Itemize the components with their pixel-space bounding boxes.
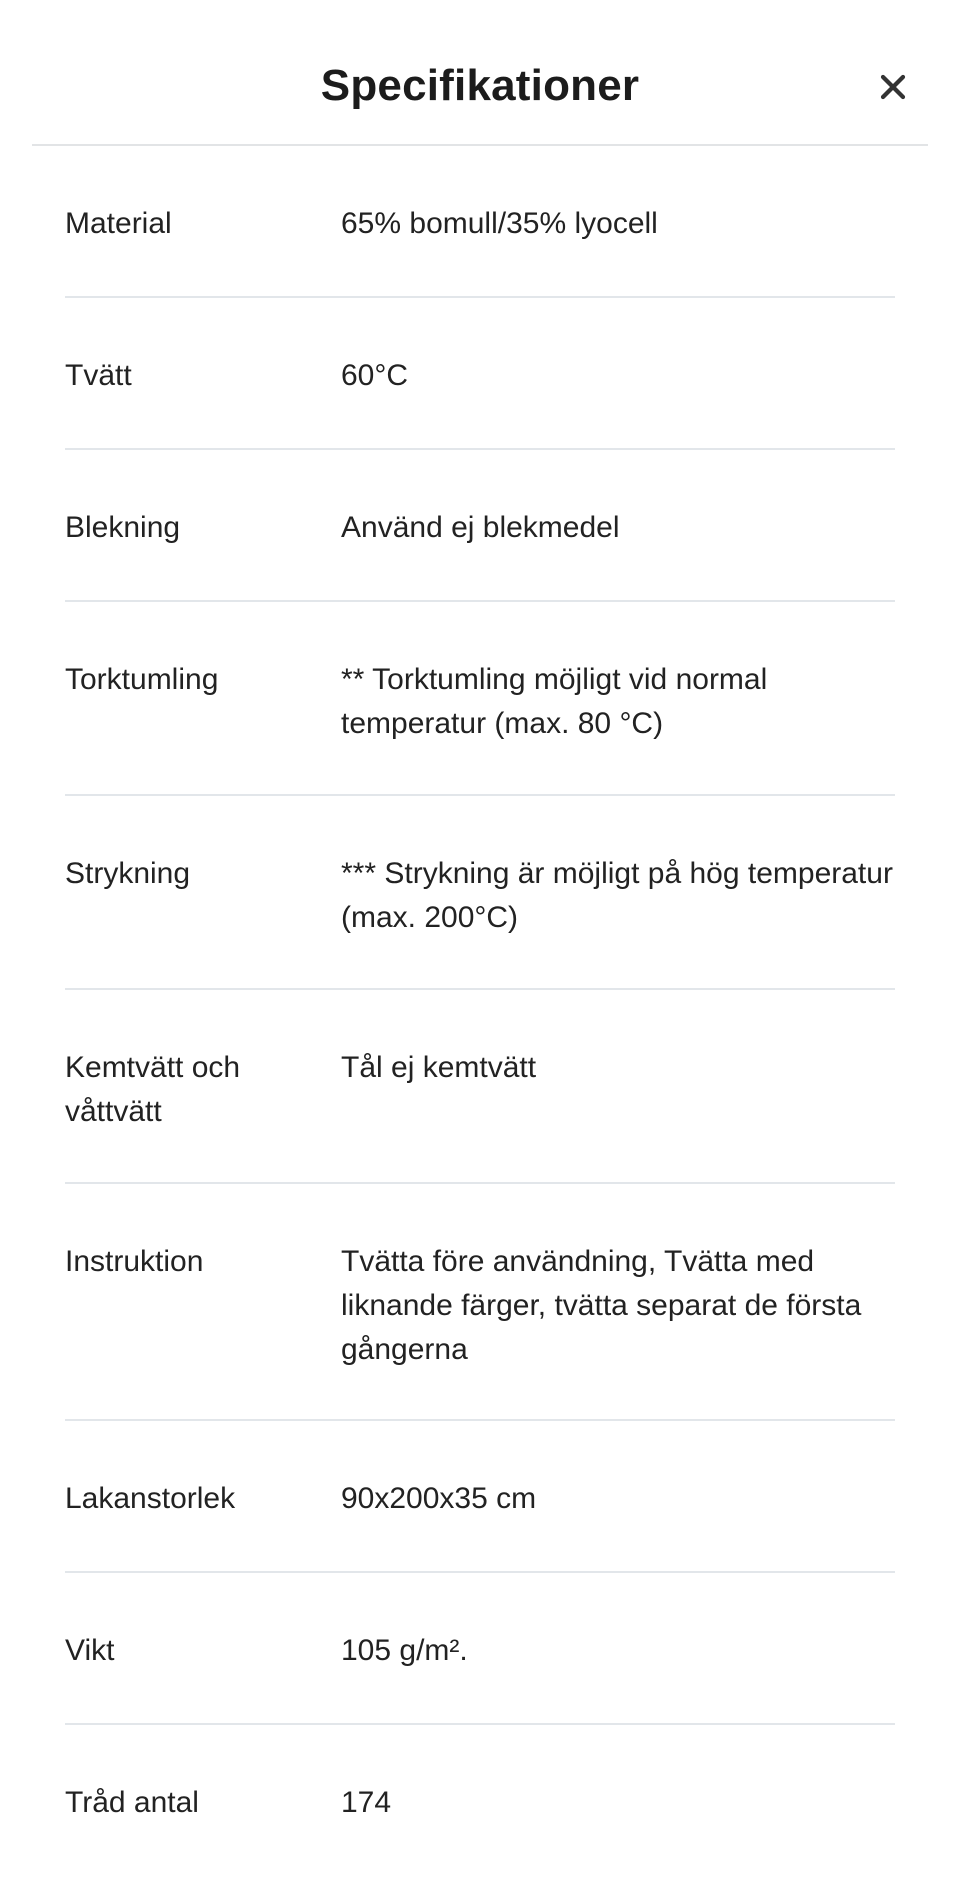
spec-row-dry-cleaning xyxy=(65,990,895,1184)
spec-label: Blekning xyxy=(65,511,181,544)
spec-value: 90x200x35 cm xyxy=(341,1482,537,1515)
close-icon xyxy=(876,70,910,104)
spec-row-material xyxy=(65,146,895,298)
spec-value: Tvätta före användning, Tvätta med liknande färger, tvätta separat de första gångerna xyxy=(341,1245,862,1366)
spec-label: Torktumling xyxy=(65,663,219,696)
spec-value: Tål ej kemtvätt xyxy=(341,1051,537,1084)
spec-label: Tråd antal xyxy=(65,1786,199,1819)
spec-row-bleaching xyxy=(65,450,895,602)
specifications-list xyxy=(65,146,895,1877)
spec-value: Använd ej blekmedel xyxy=(341,511,620,544)
spec-value: *** Strykning är möjligt på hög temperatur (max. 200°C) xyxy=(341,857,893,934)
spec-label: Lakanstorlek xyxy=(65,1482,236,1515)
spec-row-tumble-dry xyxy=(65,602,895,796)
spec-label: Vikt xyxy=(65,1634,115,1667)
close-button[interactable] xyxy=(876,70,910,104)
spec-value: 60°C xyxy=(341,359,409,392)
spec-row-sheet-size xyxy=(65,1421,895,1573)
spec-value: 105 g/m². xyxy=(341,1634,468,1667)
spec-label: Tvätt xyxy=(65,359,132,392)
spec-value: ** Torktumling möjligt vid normal temperatur (max. 80 °C) xyxy=(341,663,768,740)
spec-label: Strykning xyxy=(65,857,191,890)
spec-label: Material xyxy=(65,207,172,240)
dialog-header xyxy=(32,0,928,146)
spec-label: Instruktion xyxy=(65,1245,204,1278)
spec-row-instruction xyxy=(65,1184,895,1421)
spec-row-thread-count xyxy=(65,1725,895,1877)
spec-label: Kemtvätt och våttvätt xyxy=(65,1051,241,1128)
spec-row-wash xyxy=(65,298,895,450)
spec-row-ironing xyxy=(65,796,895,990)
spec-row-weight xyxy=(65,1573,895,1725)
page-title: Specifikationer xyxy=(320,61,640,110)
spec-value: 65% bomull/35% lyocell xyxy=(341,207,658,240)
spec-value: 174 xyxy=(341,1786,392,1819)
